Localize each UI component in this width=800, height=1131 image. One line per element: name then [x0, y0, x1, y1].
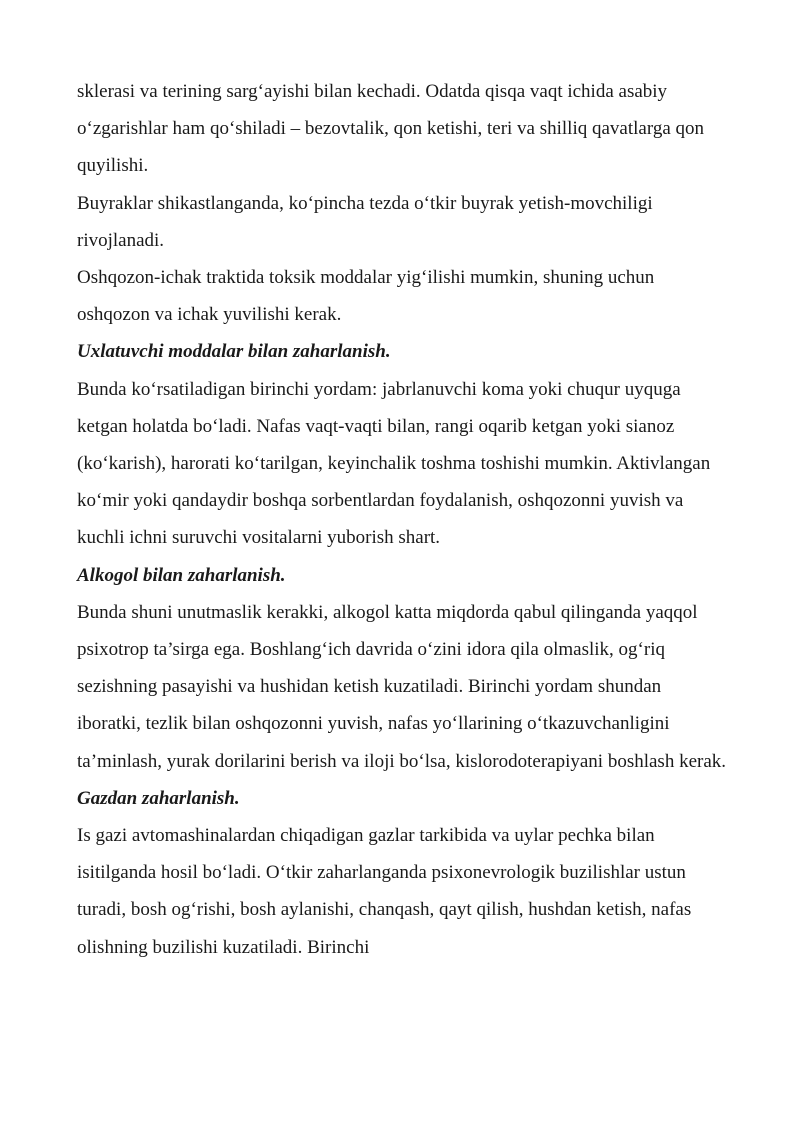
section-body-alcohol: Bunda shuni unutmaslik kerakki, alkogol katta miqdorda qabul qilinganda yaqqol psixotrop ta’sirga ega. Boshlang‘ich davrida o‘zini idora qila olmaslik, og‘riq sezishning pasayishi va hushidan ketish kuzatiladi. Birinchi yordam shundan iboratki, tezlik bilan oshqozonni yuvish, nafas yo‘llarining o‘tkazuvchanligini ta’minlash, yurak dorilarini berish va iloji bo‘lsa, kislorodoterapiyani boshlash kerak. [77, 601, 727, 772]
paragraph-gastrointestinal: Oshqozon-ichak traktida toksik moddalar yig‘ilishi mumkin, shuning uchun oshqozon va ichak yuvilishi kerak. [77, 267, 655, 326]
paragraph-jaundice: sklerasi va terining sarg‘ayishi bilan kechadi. Odatda qisqa vaqt ichida asabiy o‘zgarishlar ham qo‘shiladi – bezovtalik, qon ketishi, teri va shilliq qavatlarga qon quyilishi. [77, 81, 705, 177]
section-heading-gas: Gazdan zaharlanish. [77, 787, 240, 809]
document-body [77, 73, 727, 966]
section-heading-alcohol: Alkogol bilan zaharlanish. [77, 564, 286, 586]
section-body-gas: Is gazi avtomashinalardan chiqadigan gazlar tarkibida va uylar pechka bilan isitilganda hosil bo‘ladi. O‘tkir zaharlanganda psixonevrologik buzilishlar ustun turadi, bosh og‘rishi, bosh aylanishi, chanqash, qayt qilish, hushdan ketish, nafas olishning buzilishi kuzatiladi. Birinchi [77, 825, 692, 958]
paragraph-kidney-failure: Buyraklar shikastlanganda, ko‘pincha tezda o‘tkir buyrak yetish-movchiligi rivojlanadi. [77, 192, 653, 251]
section-body-sleeping-pills: Bunda ko‘rsatiladigan birinchi yordam: jabrlanuvchi koma yoki chuqur uyquga ketgan holatda bo‘ladi. Nafas vaqt-vaqti bilan, rangi oqarib ketgan yoki sianoz (ko‘karish), harorati ko‘tarilgan, keyinchalik toshma toshishi mumkin. Aktivlangan ko‘mir yoki qandaydir boshqa sorbentlardan foydalanish, oshqozonni yuvish va kuchli ichni suruvchi vositalarni yuborish shart. [77, 378, 711, 549]
section-heading-sleeping-pills: Uxlatuvchi moddalar bilan zaharlanish. [77, 341, 391, 363]
